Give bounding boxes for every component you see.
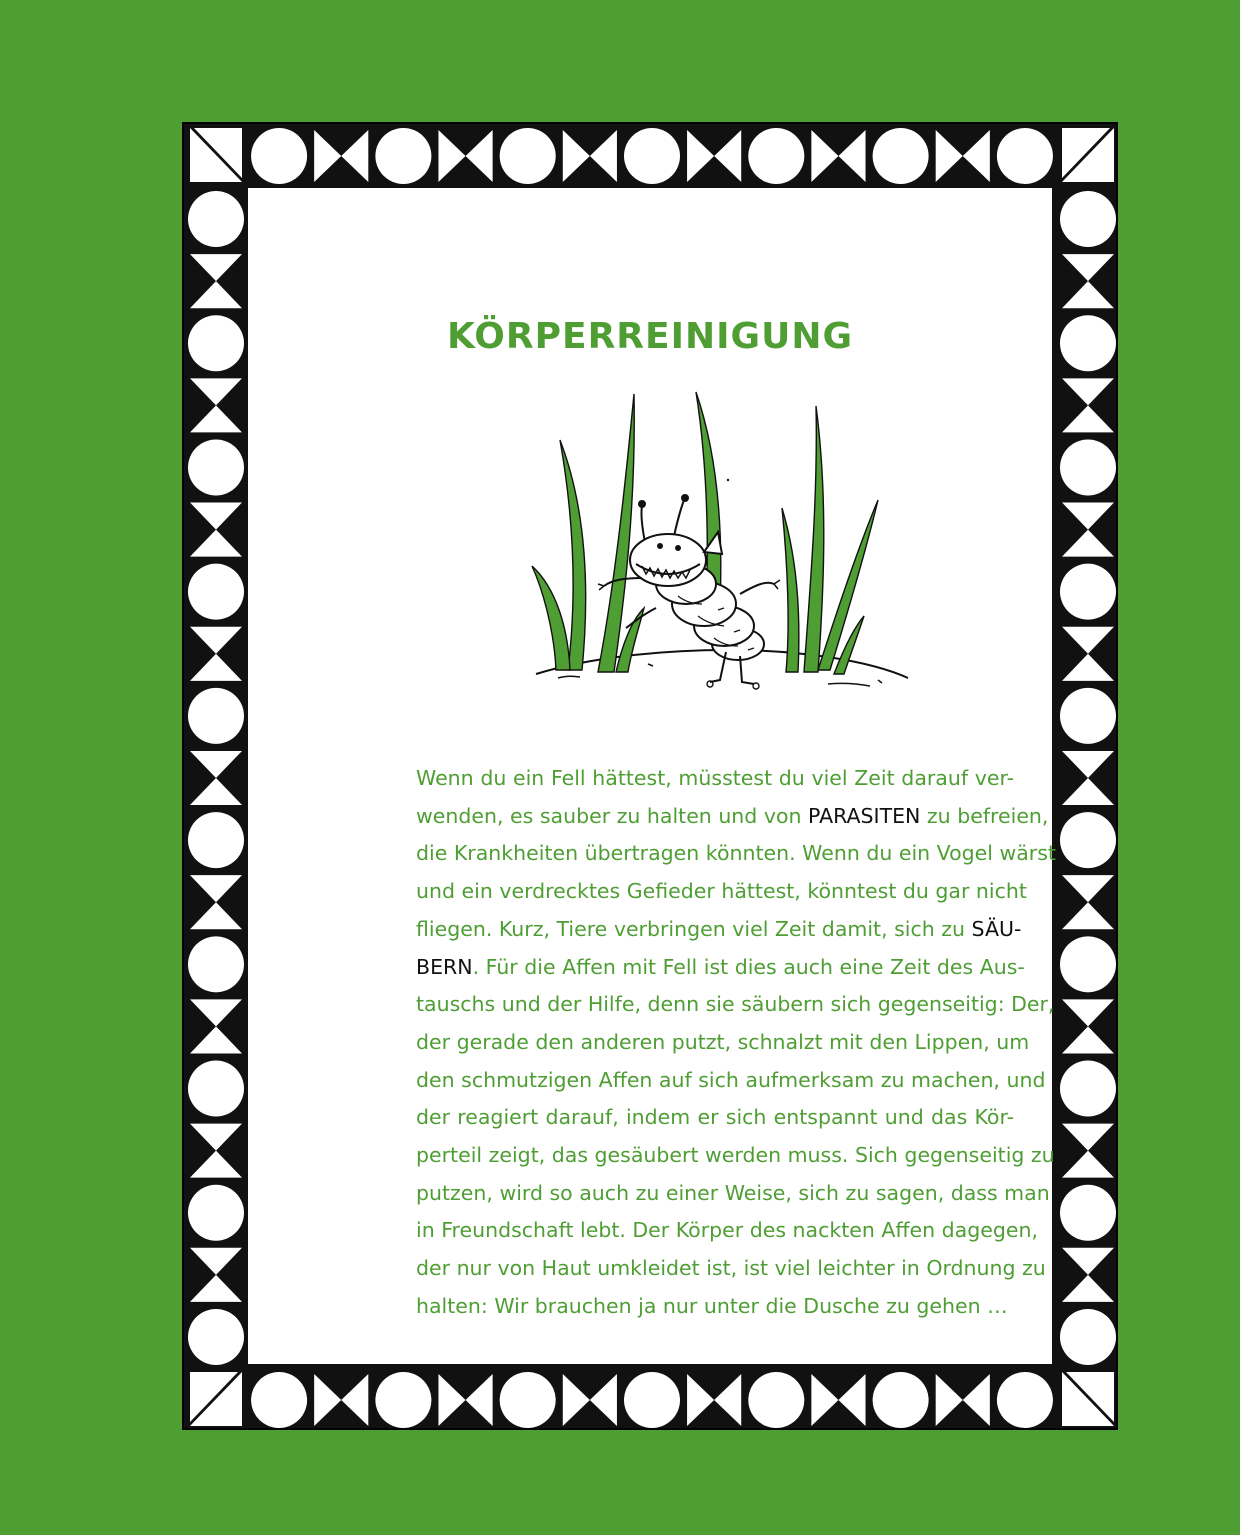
border-triangle <box>811 130 838 182</box>
border-triangle <box>963 1374 990 1426</box>
body-line <box>416 949 1025 987</box>
border-triangle <box>714 1374 741 1426</box>
border-circle <box>1060 439 1116 495</box>
body-line <box>416 1288 1014 1326</box>
body-line <box>416 1062 1046 1100</box>
border-circle <box>500 128 556 184</box>
border-circle <box>251 1372 307 1428</box>
border-triangle <box>1062 875 1114 902</box>
decorative-border <box>182 122 1118 1430</box>
border-circle <box>1060 315 1116 371</box>
body-line <box>416 1212 1038 1250</box>
text-run: zu befreien, <box>920 803 1049 828</box>
border-triangle <box>341 1374 368 1426</box>
border-circle <box>251 128 307 184</box>
border-triangle <box>838 130 865 182</box>
border-triangle <box>438 1374 465 1426</box>
border-triangle <box>190 281 242 308</box>
border-circle <box>1060 564 1116 620</box>
border-circle <box>1060 1061 1116 1117</box>
text-run: Wenn du ein Fell hättest, müsstest du viel Zeit darauf ver- <box>416 766 1014 790</box>
border-circle <box>1060 191 1116 247</box>
border-triangle <box>438 130 465 182</box>
border-triangle <box>190 627 242 654</box>
border-triangle <box>190 1248 242 1275</box>
border-triangle <box>687 1374 714 1426</box>
border-circle <box>188 936 244 992</box>
border-triangle <box>190 1275 242 1302</box>
border-triangle <box>1062 405 1114 432</box>
border-triangle <box>190 902 242 929</box>
text-run: fliegen. Kurz, Tiere verbringen viel Zeit damit, sich zu <box>416 916 972 941</box>
border-triangle <box>1062 902 1114 929</box>
border-triangle <box>190 751 242 778</box>
border-triangle <box>1062 1124 1114 1151</box>
body-line <box>416 911 1022 949</box>
border-triangle <box>190 1151 242 1178</box>
border-circle <box>1060 688 1116 744</box>
text-run: halten: Wir brauchen ja nur unter die Dusche zu gehen … <box>416 1293 1008 1318</box>
border-circle <box>997 1372 1053 1428</box>
border-triangle <box>190 778 242 805</box>
body-line <box>416 1175 1050 1213</box>
body-text <box>416 760 1056 1326</box>
border-circle <box>748 1372 804 1428</box>
border-circle <box>188 1309 244 1365</box>
border-circle <box>188 564 244 620</box>
border-triangle <box>341 130 368 182</box>
text-run: wenden, es sauber zu halten und von <box>416 803 809 828</box>
border-circle <box>188 191 244 247</box>
border-triangle <box>190 999 242 1026</box>
text-run: der nur von Haut umkleidet ist, ist viel leichter in Ordnung zu <box>416 1256 1046 1281</box>
border-triangle <box>190 1124 242 1151</box>
body-line <box>416 798 1049 836</box>
border-triangle <box>1062 627 1114 654</box>
border-triangle <box>190 405 242 432</box>
border-triangle <box>687 130 714 182</box>
border-triangle <box>1062 1026 1114 1053</box>
border-triangle <box>1062 281 1114 308</box>
border-triangle <box>1062 1275 1114 1302</box>
border-circle <box>624 1372 680 1428</box>
border-triangle <box>590 130 617 182</box>
text-run: der reagiert darauf, indem er sich entspannt und das Kör- <box>416 1105 1014 1130</box>
border-triangle <box>563 1374 590 1426</box>
border-circle <box>375 1372 431 1428</box>
border-circle <box>748 128 804 184</box>
border-circle <box>188 812 244 868</box>
border-circle <box>997 128 1053 184</box>
border-circle <box>624 128 680 184</box>
text-run: perteil zeigt, das gesäubert werden muss. Sich gegenseitig zu <box>416 1143 1055 1168</box>
body-line <box>416 760 1014 798</box>
text-run: tauschs und der Hilfe, denn sie säubern sich gegenseitig: Der, <box>416 992 1055 1017</box>
border-triangle <box>714 130 741 182</box>
border-triangle <box>936 130 963 182</box>
border-circle <box>1060 1309 1116 1365</box>
border-circle <box>188 1061 244 1117</box>
text-run: putzen, wird so auch zu einer Weise, sich zu sagen, dass man <box>416 1180 1050 1205</box>
body-line <box>416 986 1055 1024</box>
border-circle <box>188 315 244 371</box>
border-triangle <box>1062 254 1114 281</box>
border-triangle <box>963 130 990 182</box>
text-run: . Für die Affen mit Fell ist dies auch eine Zeit des Aus- <box>472 954 1025 979</box>
text-run: in Freundschaft lebt. Der Körper des nackten Affen dagegen, <box>416 1218 1038 1243</box>
text-run: die Krankheiten übertragen könnten. Wenn du ein Vogel wärst <box>416 841 1056 866</box>
body-line <box>416 1099 1014 1137</box>
keyword: BERN <box>416 954 473 979</box>
keyword: SÄU- <box>971 916 1022 941</box>
border-triangle <box>1062 751 1114 778</box>
border-circle <box>873 128 929 184</box>
body-line <box>416 1250 1046 1288</box>
border-triangle <box>1062 1151 1114 1178</box>
border-triangle <box>190 654 242 681</box>
text-run: der gerade den anderen putzt, schnalzt mit den Lippen, um <box>416 1029 1030 1054</box>
border-triangle <box>190 503 242 530</box>
border-triangle <box>190 1026 242 1053</box>
body-line <box>416 835 1056 873</box>
border-triangle <box>190 254 242 281</box>
parasite-bug-illustration <box>528 388 928 698</box>
border-triangle <box>1062 999 1114 1026</box>
border-triangle <box>838 1374 865 1426</box>
border-circle <box>375 128 431 184</box>
border-triangle <box>563 130 590 182</box>
border-triangle <box>1062 778 1114 805</box>
border-triangle <box>1062 530 1114 557</box>
body-line <box>416 873 1027 911</box>
border-triangle <box>190 530 242 557</box>
border-triangle <box>590 1374 617 1426</box>
border-circle <box>1060 812 1116 868</box>
border-triangle <box>1062 1248 1114 1275</box>
text-run: und ein verdrecktes Gefieder hättest, könntest du gar nicht <box>416 879 1027 904</box>
border-triangle <box>314 130 341 182</box>
border-circle <box>1060 936 1116 992</box>
border-triangle <box>1062 503 1114 530</box>
page-title: KÖRPERREINIGUNG <box>447 316 853 357</box>
border-triangle <box>466 1374 493 1426</box>
border-circle <box>1060 1185 1116 1241</box>
border-circle <box>188 439 244 495</box>
border-triangle <box>1062 378 1114 405</box>
border-triangle <box>190 875 242 902</box>
border-circle <box>500 1372 556 1428</box>
border-circle <box>188 1185 244 1241</box>
text-run: den schmutzigen Affen auf sich aufmerksam zu machen, und <box>416 1067 1046 1092</box>
border-triangle <box>466 130 493 182</box>
border-triangle <box>1062 654 1114 681</box>
border-triangle <box>936 1374 963 1426</box>
keyword: PARASITEN <box>808 803 921 828</box>
border-triangle <box>190 378 242 405</box>
border-triangle <box>811 1374 838 1426</box>
border-triangle <box>314 1374 341 1426</box>
body-line <box>416 1024 1030 1062</box>
content-panel <box>248 188 1056 1364</box>
body-line <box>416 1137 1055 1175</box>
border-circle <box>188 688 244 744</box>
border-circle <box>873 1372 929 1428</box>
